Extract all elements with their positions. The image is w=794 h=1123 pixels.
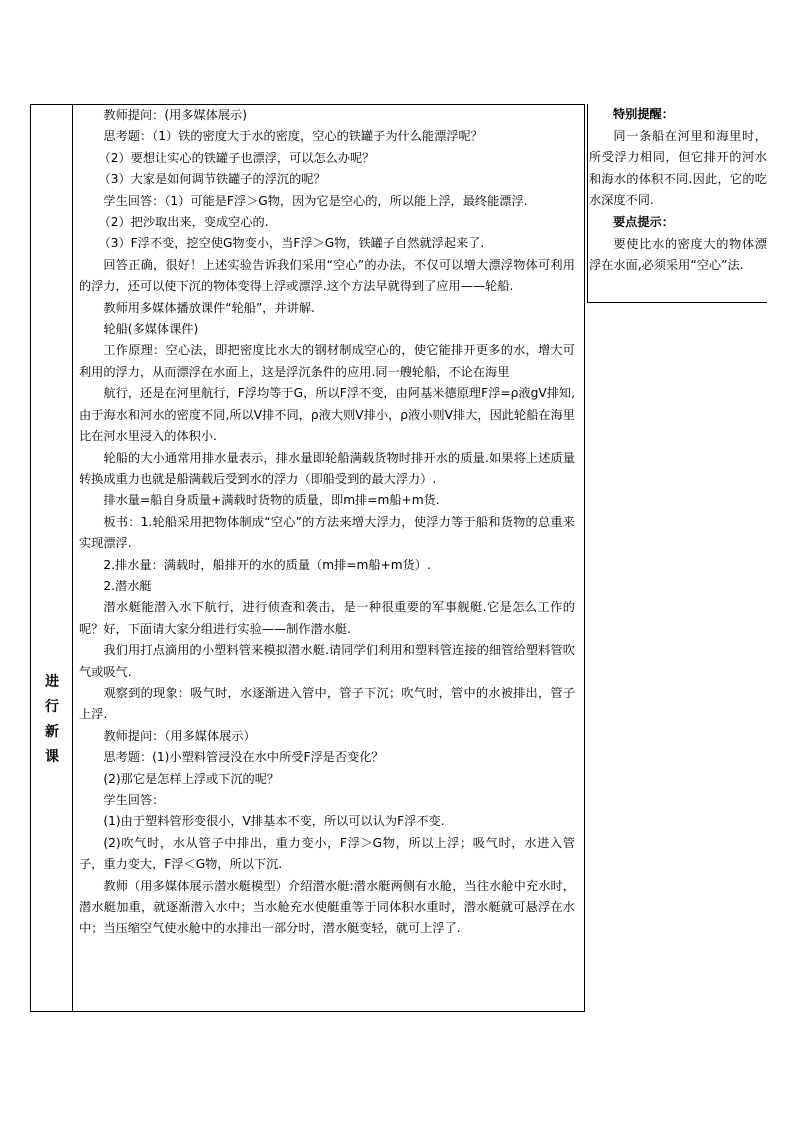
paragraph: 学生回答： — [103, 793, 165, 807]
paragraph: （2）把沙取出来，变成空心的. — [98, 215, 269, 230]
paragraph: 回答正确，很好！上述实验告诉我们采用“空心”的办法，不仅可以增大漂浮物体可利用的浮力，还可以使下沉的物体变得上浮或漂浮.这个方法早就得到了应用——轮船. — [79, 257, 575, 294]
lesson-table — [30, 104, 585, 1012]
side-box-border — [587, 104, 588, 302]
paragraph: 教师提问：（用多媒体展示） — [103, 728, 256, 743]
side-notes — [589, 104, 767, 277]
section-label — [31, 670, 73, 770]
paragraph: 2.排水量：满载时，船排开的水的质量（m排=m船+m货）. — [103, 557, 431, 572]
paragraph: 学生回答：（1）可能是F浮＞G物，因为它是空心的，所以能上浮，最终能漂浮. — [103, 193, 528, 208]
side-box-bottom-border — [587, 302, 767, 303]
paragraph: 教师（用多媒体展示潜水艇模型）介绍潜水艇:潜水艇两侧有水舱，当往水舱中充水时，潜水艇加重，就逐渐潜入水中；当水舱充水使艇重等于同体积水重时，潜水艇就可悬浮在水中；当压缩空气使水舱中的水排出一部分时，潜水艇变轻，就可上浮了. — [79, 878, 575, 936]
paragraph: 航行，还是在河里航行，F浮均等于G，所以F浮不变，由阿基米德原理F浮=ρ液gV排知,由于海水和河水的密度不同,所以V排不同，ρ液大则V排小，ρ液小则V排大，因此轮船在海里比在河水里浸入的体积小. — [79, 386, 575, 444]
paragraph: （3）大家是如何调节铁罐子的浮沉的呢？ — [98, 172, 326, 187]
section-char: 行 — [45, 699, 59, 715]
paragraph: 教师提问：(用多媒体展示) — [103, 108, 247, 122]
section-char: 课 — [45, 749, 59, 765]
paragraph: （3）F浮不变，挖空使G物变小，当F浮＞G物，铁罐子自然就浮起来了. — [98, 236, 485, 251]
section-column — [31, 105, 73, 1011]
lesson-content — [79, 105, 575, 940]
paragraph: 轮船的大小通常用排水量表示，排水量即轮船满载货物时排开水的质量.如果将上述质量转换成重力也就是船满载后受到水的浮力（即船受到的最大浮力）. — [79, 450, 575, 486]
special-reminder-text: 同一条船在河里和海里时，所受浮力相同，但它排开的河水和海水的体积不同.因此，它的吃水深度不同. — [589, 128, 767, 208]
key-points-heading: 要点提示： — [613, 214, 674, 229]
paragraph: 排水量=船自身质量+满载时货物的质量，即m排=m船+m货. — [103, 493, 440, 508]
paragraph: (2)吹气时，水从管子中排出，重力变小，F浮＞G物，所以上浮；吸气时，水进入管子，重力变大，F浮＜G物，所以下沉. — [79, 835, 575, 872]
paragraph: （2）要想让实心的铁罐子也漂浮，可以怎么办呢？ — [98, 150, 375, 165]
section-char: 进 — [45, 674, 59, 690]
paragraph: 思考题：(1)小塑料管浸没在水中所受F浮是否变化？ — [103, 750, 384, 765]
paragraph: 2.潜水艇 — [103, 578, 152, 593]
blackboard-paragraph: 板书：1.轮船采用把物体制成“空心”的方法来增大浮力，使浮力等于船和货物的总重来实现漂浮. — [79, 514, 575, 551]
section-char: 新 — [45, 724, 59, 740]
paragraph: (2)那它是怎样上浮或下沉的呢？ — [103, 771, 280, 786]
paragraph: 教师用多媒体播放课件“轮船”，并讲解. — [103, 300, 315, 315]
paragraph: 观察到的现象：吸气时，水逐渐进入管中，管子下沉；吹气时，管中的水被排出，管子上浮. — [79, 685, 575, 722]
paragraph: 思考题：（1）铁的密度大于水的密度，空心的铁罐子为什么能漂浮呢？ — [103, 129, 483, 144]
paragraph: 轮船(多媒体课件) — [103, 322, 199, 337]
special-reminder-heading: 特别提醒： — [613, 107, 674, 121]
paragraph: 潜水艇能潜入水下航行，进行侦查和袭击，是一种很重要的军事舰艇.它是怎么工作的呢？好，下面请大家分组进行实验——制作潜水艇. — [79, 600, 575, 636]
paragraph: 我们用打点滴用的小塑料管来模拟潜水艇.请同学们利用和塑料管连接的细管给塑料管吹气或吸气. — [79, 643, 575, 679]
paragraph: 工作原理：空心法，即把密度比水大的钢材制成空心的，使它能排开更多的水，增大可利用的浮力，从而漂浮在水面上，这是浮沉条件的应用.同一艘轮船，不论在海里 — [79, 343, 575, 379]
key-points-text: 要使比水的密度大的物体漂浮在水面,必须采用“空心”法. — [589, 236, 767, 273]
paragraph: (1)由于塑料管形变很小，V排基本不变，所以可以认为F浮不变. — [103, 814, 445, 829]
